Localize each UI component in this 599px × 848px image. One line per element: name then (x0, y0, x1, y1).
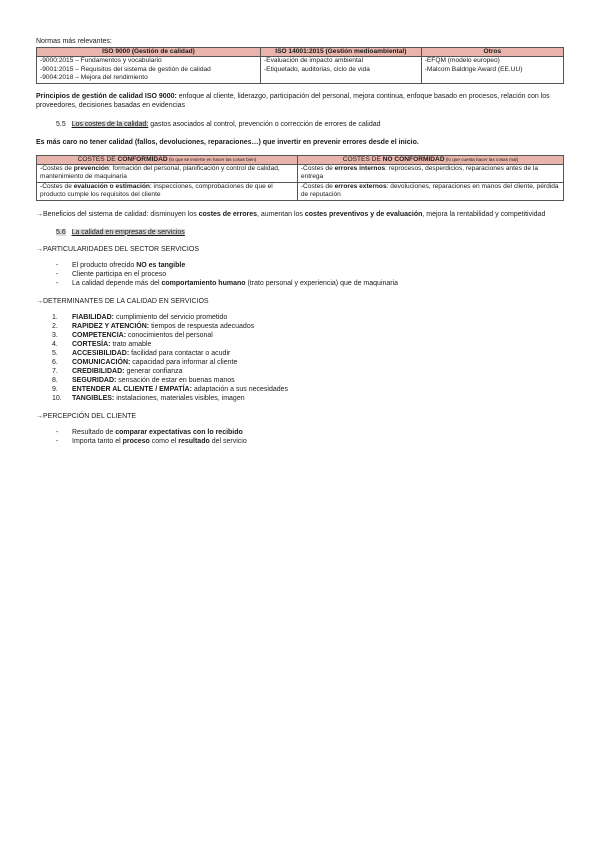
costs-table (36, 155, 564, 201)
item-keyword: RAPIDEZ Y ATENCIÓN: (72, 322, 150, 330)
norms-item: -Etiquetado, auditorias, ciclo de vida (263, 65, 370, 73)
cell-text: : reprocesos, desperdicios, reparaciones antes de la entrega (300, 165, 538, 181)
dash-bullet: - (56, 428, 59, 436)
principles-label: Principios de gestión de calidad ISO 9000: (36, 92, 177, 100)
item-text: Cliente participa en el proceso (72, 270, 167, 278)
item-keyword: CORTESÍA: (72, 340, 111, 348)
particularidades-heading: →PARTICULARIDADES DEL SECTOR SERVICIOS (36, 245, 199, 253)
cell-keyword: evaluación o estimación (73, 182, 150, 190)
item-text: del servicio (209, 437, 247, 445)
item-text: (trato personal y experiencia) que de maquinaria (245, 279, 399, 287)
dash-bullet: - (56, 279, 59, 287)
item-keyword: resultado (178, 437, 210, 445)
section-5-5 (56, 120, 564, 129)
section-number: 5.5 (56, 120, 66, 128)
cell-text: : devoluciones, reparaciones en manos del cliente, pérdida de reputación (300, 182, 559, 199)
costs-row (37, 182, 564, 200)
item-number: 10. (52, 394, 62, 402)
determinante-item (36, 340, 564, 349)
norms-item: -9000:2015 – Fundamentos y vocabulario (40, 57, 162, 65)
norms-header-otros: Otros (421, 48, 563, 57)
item-number: 1. (52, 313, 58, 321)
intro-label: Normas más relevantes: (36, 38, 112, 45)
cell-text: : inspecciones, comprobaciones de que el producto cumple los requisitos del cliente (40, 182, 273, 199)
benefits-text: Beneficios del sistema de calidad: disminuyen los (43, 210, 199, 218)
item-text: como el (149, 437, 179, 445)
item-text: tiempos de respuesta adecuados (149, 322, 255, 330)
list-item (36, 437, 564, 446)
section-title: Los costes de la calidad: (71, 120, 149, 128)
item-text: Importa tanto el (72, 437, 123, 445)
item-text: conocimientos del personal (126, 331, 213, 339)
item-text: sensación de estar en buenas manos (116, 376, 235, 384)
item-keyword: CREDIBILIDAD: (72, 367, 125, 375)
determinantes-heading: →DETERMINANTES DE LA CALIDAD EN SERVICIOS (36, 297, 209, 305)
benefits-paragraph (36, 210, 564, 219)
item-text: adaptación a sus necesidades (191, 385, 289, 393)
item-keyword: comparar expectativas con lo recibido (115, 428, 243, 436)
item-text: La calidad depende más del (72, 279, 162, 287)
item-keyword: proceso (122, 437, 150, 445)
list-item (36, 279, 564, 288)
cost-prevencion (37, 165, 298, 183)
norms-cell-iso14001 (260, 57, 421, 83)
item-number: 2. (52, 322, 58, 330)
costs-row (37, 165, 564, 183)
arrow-icon: → (36, 210, 43, 218)
item-keyword: NO es tangible (136, 261, 186, 269)
item-keyword: comportamiento humano (161, 279, 246, 287)
section-number: 5.6 (56, 228, 66, 236)
item-keyword: SEGURIDAD: (72, 376, 117, 384)
item-text: facilidad para contactar o acudir (129, 349, 231, 357)
benefits-keyword: costes de errores (198, 210, 258, 218)
determinante-item (36, 331, 564, 340)
determinante-item (36, 385, 564, 394)
header-no-conformidad (297, 155, 563, 164)
norms-table-body (37, 57, 564, 83)
cell-text: : formación del personal, planificación y control de calidad, mantenimiento de maquinaria (40, 165, 280, 181)
item-text: generar confianza (124, 367, 183, 375)
item-number: 3. (52, 331, 58, 339)
header-keyword: CONFORMIDAD (117, 155, 168, 163)
norms-cell-iso9000 (37, 57, 261, 83)
item-number: 9. (52, 385, 58, 393)
determinante-item (36, 313, 564, 322)
item-number: 4. (52, 340, 58, 348)
cell-keyword: errores internos (334, 165, 386, 173)
item-text: cumplimiento del servicio prometido (114, 313, 228, 321)
header-note: (lo que se invierte en hacer las cosas bien) (167, 156, 257, 162)
cost-errores-internos (297, 165, 563, 183)
benefits-keyword: costes preventivos y de evaluación (304, 210, 423, 218)
principles-text: enfoque al cliente, liderazgo, participación del personal, mejora continua, enfoque basado en procesos, relación con los proveedores, decisiones basadas en evidencias (36, 92, 550, 109)
list-item (36, 261, 564, 270)
percepcion-list (36, 428, 564, 446)
item-keyword: COMPETENCIA: (72, 331, 127, 339)
benefits-text: , mejora la rentabilidad y competitividad (422, 210, 546, 218)
cell-prefix: -Costes de (40, 182, 74, 190)
cell-keyword: errores externos (334, 182, 387, 190)
dash-bullet: - (56, 270, 59, 278)
cell-keyword: prevención (73, 165, 109, 173)
determinante-item (36, 394, 564, 403)
item-text: capacidad para informar al cliente (130, 358, 238, 366)
percepcion-heading: →PERCEPCIÓN DEL CLIENTE (36, 412, 137, 420)
item-text: instalaciones, materiales visibles, imagen (114, 394, 245, 402)
norms-item: -Evaluación de impacto ambiental (263, 57, 363, 65)
norms-header-iso9000: ISO 9000 (Gestión de calidad) (37, 48, 261, 57)
benefits-text: , aumentan los (257, 210, 305, 218)
determinantes-list (36, 313, 564, 403)
item-keyword: TANGIBLES: (72, 394, 115, 402)
norms-item: -9004:2018 – Mejora del rendimiento (40, 74, 148, 82)
norms-item: -EFQM (modelo europeo) (424, 57, 500, 65)
determinante-item (36, 358, 564, 367)
list-item (36, 428, 564, 437)
header-conformidad (37, 155, 298, 164)
norms-header-iso14001: ISO 14001:2015 (Gestión medioambiental) (260, 48, 421, 57)
costs-table-header (37, 155, 564, 164)
determinante-item (36, 349, 564, 358)
norms-item: -Malcom Baldrige Award (EE.UU) (424, 65, 523, 73)
item-keyword: FIABILIDAD: (72, 313, 114, 321)
header-keyword: NO CONFORMIDAD (382, 155, 445, 163)
section-title: La calidad en empresas de servicios (71, 228, 185, 236)
determinante-item (36, 322, 564, 331)
item-number: 7. (52, 367, 58, 375)
header-prefix: COSTES DE (77, 155, 118, 163)
dash-bullet: - (56, 437, 59, 445)
document-content (36, 37, 564, 446)
item-keyword: ENTENDER AL CLIENTE / EMPATÍA: (72, 385, 192, 393)
item-text: El producto ofrecido (72, 261, 137, 269)
item-text: trato amable (110, 340, 152, 348)
principles-paragraph (36, 92, 564, 110)
norms-table-header (37, 48, 564, 57)
item-keyword: COMUNICACIÓN: (72, 358, 131, 366)
dash-bullet: - (56, 261, 59, 269)
norms-table (36, 47, 564, 84)
cell-prefix: -Costes de (300, 165, 335, 173)
item-number: 5. (52, 349, 58, 357)
list-item (36, 270, 564, 279)
header-prefix: COSTES DE (342, 155, 383, 163)
particularidades-list (36, 261, 564, 288)
cost-statement: Es más caro no tener calidad (fallos, devoluciones, reparaciones…) que invertir en prevenir errores desde el inicio. (36, 138, 419, 146)
item-text: Resultado de (72, 428, 116, 436)
determinante-item (36, 367, 564, 376)
item-number: 6. (52, 358, 58, 366)
cell-prefix: -Costes de (40, 165, 74, 173)
cost-evaluacion (37, 182, 298, 200)
cell-prefix: -Costes de (300, 182, 335, 190)
norms-cell-otros (421, 57, 563, 83)
cost-errores-externos (297, 182, 563, 200)
determinante-item (36, 376, 564, 385)
section-5-6 (56, 228, 564, 237)
header-note: (lo que cuesta hacer las cosas mal) (444, 156, 519, 162)
norms-item: -9001:2015 – Requisitos del sistema de gestión de calidad (40, 65, 211, 73)
section-text: gastos asociados al control, prevención o corrección de errores de calidad (148, 120, 381, 128)
item-number: 8. (52, 376, 58, 384)
item-keyword: ACCESIBILIDAD: (72, 349, 130, 357)
